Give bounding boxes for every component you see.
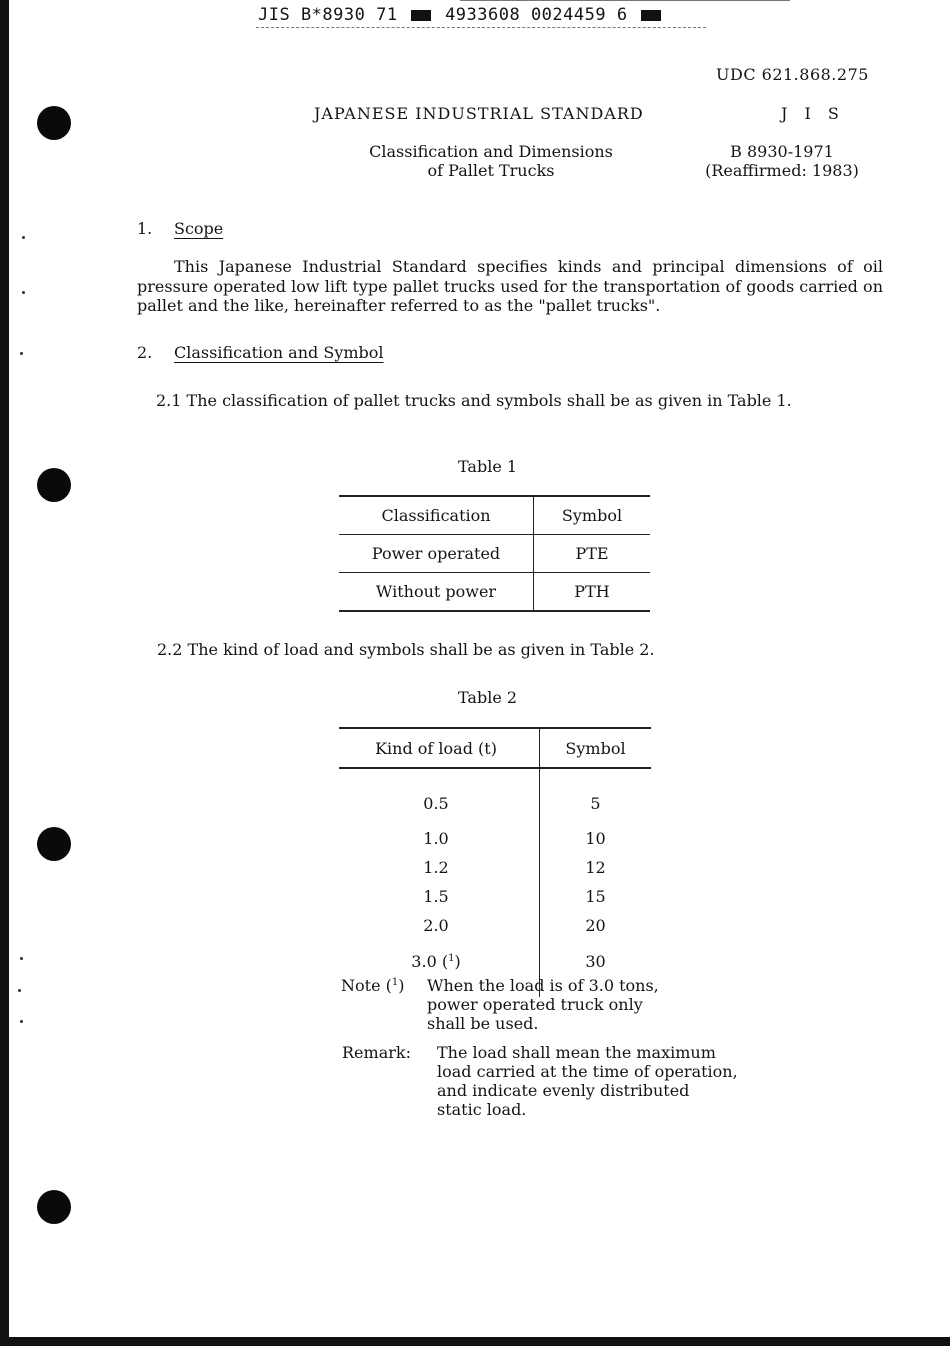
section-heading-classification bbox=[137, 343, 384, 362]
table-cell: Power operated bbox=[339, 535, 534, 573]
jis-mark: J I S bbox=[781, 104, 845, 123]
remark-line: and indicate evenly distributed bbox=[437, 1081, 690, 1100]
standard-label: JAPANESE INDUSTRIAL STANDARD bbox=[314, 104, 644, 123]
table-cell: 3.0 ($^1$) bbox=[339, 940, 540, 997]
note-label-text: Note ( bbox=[341, 976, 392, 995]
remark-line: load carried at the time of operation, bbox=[437, 1062, 738, 1081]
scan-speck bbox=[22, 291, 25, 294]
table-cell: Without power bbox=[339, 573, 534, 612]
note-line: When the load is of 3.0 tons, bbox=[427, 976, 659, 995]
footnote-marker: 1 bbox=[391, 977, 399, 988]
udc-number: UDC 621.868.275 bbox=[716, 65, 869, 84]
section-number: 2. bbox=[137, 343, 153, 362]
table-cell: 10 bbox=[585, 829, 606, 848]
header-underline bbox=[256, 27, 706, 28]
table-row bbox=[339, 882, 651, 911]
punch-hole-icon bbox=[37, 827, 71, 861]
table-cell: 20 bbox=[585, 916, 606, 935]
remark-label: Remark: bbox=[342, 1043, 411, 1062]
table-cell: 12 bbox=[585, 858, 606, 877]
table-header-cell: Kind of load (t) bbox=[339, 728, 540, 768]
header-code-right: 4933608 0024459 6 bbox=[445, 5, 628, 25]
section-heading-scope bbox=[137, 219, 223, 238]
table-cell: 1.0 bbox=[339, 824, 540, 853]
table-cell: PTH bbox=[534, 573, 651, 612]
table-row bbox=[339, 911, 651, 940]
clause-2-1: 2.1 The classification of pallet trucks and symbols shall be as given in Table 1. bbox=[156, 391, 792, 410]
section-title: Classification and Symbol bbox=[174, 343, 384, 362]
fax-header-code bbox=[258, 5, 664, 25]
title-line: Classification and Dimensions bbox=[369, 142, 613, 161]
remark-line: The load shall mean the maximum bbox=[437, 1043, 716, 1062]
table-cell: 15 bbox=[585, 887, 606, 906]
note-label bbox=[341, 976, 404, 995]
header-rule bbox=[460, 0, 790, 1]
header-code-left: JIS B*8930 71 bbox=[258, 5, 398, 25]
section-title: Scope bbox=[174, 219, 224, 238]
table2 bbox=[339, 727, 651, 997]
scan-speck bbox=[20, 1020, 23, 1023]
document-title bbox=[352, 142, 630, 180]
section-number: 1. bbox=[137, 219, 153, 238]
table1-caption: Table 1 bbox=[458, 457, 518, 476]
table-row bbox=[339, 824, 651, 853]
redaction-block bbox=[641, 10, 661, 21]
table-header-cell: Symbol bbox=[540, 728, 652, 768]
scan-speck bbox=[18, 989, 21, 992]
scan-speck bbox=[20, 352, 23, 355]
table-row bbox=[339, 853, 651, 882]
table1 bbox=[339, 495, 650, 612]
reaffirmed-date: (Reaffirmed: 1983) bbox=[705, 161, 859, 180]
redaction-block bbox=[411, 10, 431, 21]
table-cell: 2.0 bbox=[339, 911, 540, 940]
note-text bbox=[427, 976, 659, 1033]
table-cell: 5 bbox=[590, 793, 601, 813]
punch-hole-icon bbox=[37, 1190, 71, 1224]
note-label-end: ) bbox=[398, 976, 405, 995]
scope-paragraph: This Japanese Industrial Standard specifies kinds and principal dimensions of oil pressure operated low lift type pallet trucks used for the transportation of goods carried on pallet and the like, hereinafter referred to as the "pallet trucks". bbox=[137, 257, 883, 315]
remark-line: static load. bbox=[437, 1100, 527, 1119]
clause-2-2: 2.2 The kind of load and symbols shall be as given in Table 2. bbox=[157, 640, 655, 659]
load-value: 3.0 bbox=[411, 952, 437, 971]
table-row bbox=[339, 573, 650, 612]
table-cell: 0.5 bbox=[339, 768, 540, 824]
scan-left-edge bbox=[0, 0, 9, 1346]
table-row bbox=[339, 535, 650, 573]
standard-number: B 8930-1971 bbox=[730, 142, 834, 161]
punch-hole-icon bbox=[37, 106, 71, 140]
table-header-row bbox=[339, 728, 651, 768]
table-cell: PTE bbox=[534, 535, 651, 573]
scan-bottom-edge bbox=[0, 1337, 950, 1346]
table-header-cell: Symbol bbox=[561, 506, 623, 525]
remark-text bbox=[437, 1043, 738, 1119]
note-line: power operated truck only bbox=[427, 995, 643, 1014]
table-cell: 1.5 bbox=[339, 882, 540, 911]
title-line: of Pallet Trucks bbox=[427, 161, 555, 180]
table-row bbox=[339, 768, 651, 824]
table-header-row bbox=[339, 496, 650, 535]
scan-speck bbox=[22, 236, 25, 239]
document-number bbox=[696, 142, 868, 180]
note-line: shall be used. bbox=[427, 1014, 539, 1033]
table-header-cell: Classification bbox=[339, 496, 534, 535]
scan-speck bbox=[20, 957, 23, 960]
table2-caption: Table 2 bbox=[458, 688, 518, 707]
table-cell: 1.2 bbox=[339, 853, 540, 882]
table-cell: 30 bbox=[585, 952, 606, 971]
footnote-marker: 1 bbox=[448, 953, 455, 964]
punch-hole-icon bbox=[37, 468, 71, 502]
